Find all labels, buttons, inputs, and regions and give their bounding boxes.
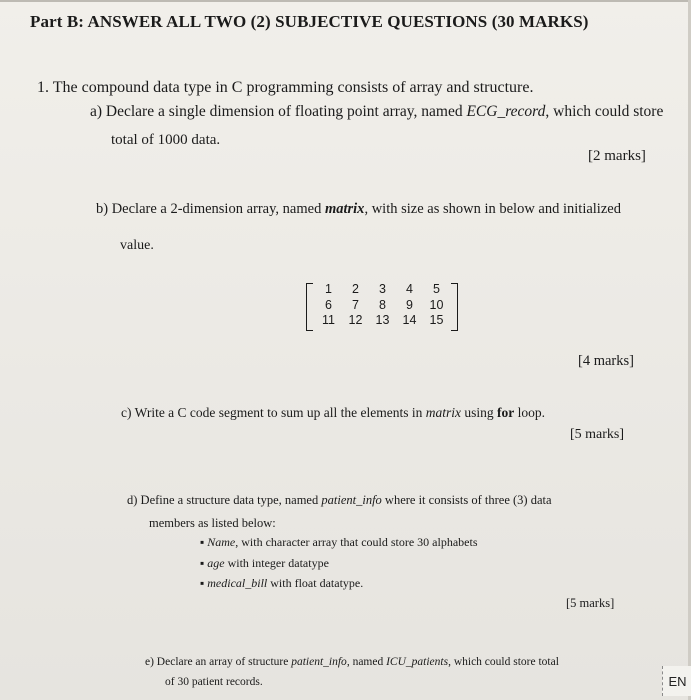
matrix-cell: 1: [325, 282, 332, 296]
question-c-marks: [5 marks]: [570, 427, 625, 442]
page-top-border: [0, 0, 691, 2]
matrix-cell: 9: [406, 297, 413, 312]
array-name-matrix: matrix: [324, 201, 365, 217]
question-a-line1: [90, 103, 663, 121]
bullet-icon: ▪: [200, 556, 208, 570]
question-a-marks: [2 marks]: [588, 148, 646, 164]
matrix-right-bracket: [451, 283, 458, 331]
array-name-matrix-ref: matrix: [425, 405, 462, 420]
question-e-text-end: , which could store total: [448, 656, 559, 668]
question-e-text-mid: , named: [346, 656, 387, 668]
matrix-cell: 11: [322, 313, 335, 327]
question-e-line2: of 30 patient records.: [165, 676, 263, 688]
matrix-display: [306, 282, 458, 332]
question-1-intro: 1. The compound data type in C programming consists of array and structure.: [37, 79, 534, 96]
question-a-text: a) Declare a single dimension of floating point array, named: [90, 103, 467, 120]
list-item: [200, 556, 329, 571]
matrix-cell: 14: [402, 313, 417, 327]
matrix-cell: 12: [348, 313, 363, 327]
question-c-text-mid: using: [461, 405, 498, 420]
member-name: Name: [207, 535, 236, 549]
question-e-text: e) Declare an array of structure: [145, 656, 292, 668]
matrix-cell: 13: [375, 313, 390, 327]
matrix-cell: 8: [379, 297, 386, 312]
matrix-cell: 4: [406, 282, 413, 296]
list-item: [200, 535, 478, 550]
bullet-icon: ▪: [200, 535, 208, 549]
question-d-text-end: where it consists of three (3) data: [381, 493, 552, 507]
matrix-cell: 10: [429, 297, 444, 312]
question-d-line2: members as listed below:: [149, 516, 276, 530]
array-name-ecg-record: ECG_record: [466, 103, 546, 120]
question-b-line1: [96, 201, 621, 218]
member-name: age: [207, 556, 225, 570]
question-a-line2: total of 1000 data.: [111, 132, 221, 148]
member-desc: , with character array that could store 30 alphabets: [235, 535, 478, 549]
struct-name-patient-info: patient_info: [321, 493, 382, 507]
question-a-text-end: , which could store: [545, 103, 664, 120]
question-c-text: c) Write a C code segment to sum up all the elements in: [121, 405, 426, 420]
question-e-line1: [145, 656, 559, 668]
matrix-cell: 6: [325, 297, 332, 312]
matrix-grid: [315, 282, 450, 329]
question-b-text-end: , with size as shown in below and initialized: [364, 201, 621, 217]
question-d-line1: [127, 493, 552, 508]
member-desc: with float datatype.: [267, 576, 364, 590]
question-b-text: b) Declare a 2-dimension array, named: [96, 201, 325, 217]
question-b-line2: value.: [120, 238, 154, 253]
question-d-text: d) Define a structure data type, named: [127, 493, 322, 507]
matrix-cell: 15: [429, 313, 444, 327]
keyword-for: for: [497, 405, 515, 420]
question-c: [121, 405, 545, 421]
array-name-icu-patients: ICU_patients: [386, 656, 449, 668]
language-indicator[interactable]: EN: [662, 666, 691, 696]
matrix-cell: 5: [433, 282, 440, 296]
question-c-text-end: loop.: [514, 405, 546, 420]
member-name: medical_bill: [207, 576, 268, 590]
question-b-marks: [4 marks]: [578, 353, 634, 369]
bullet-icon: ▪: [200, 576, 208, 590]
matrix-cell: 2: [352, 282, 359, 296]
list-item: [200, 576, 363, 591]
matrix-left-bracket: [306, 283, 313, 331]
matrix-cell: 3: [379, 282, 386, 296]
matrix-cell: 7: [352, 297, 359, 312]
question-d-marks: [5 marks]: [566, 596, 615, 610]
section-header: Part B: ANSWER ALL TWO (2) SUBJECTIVE QUESTIONS (30 MARKS): [30, 12, 589, 31]
member-desc: with integer datatype: [224, 556, 329, 570]
struct-name-ref: patient_info: [291, 656, 347, 668]
